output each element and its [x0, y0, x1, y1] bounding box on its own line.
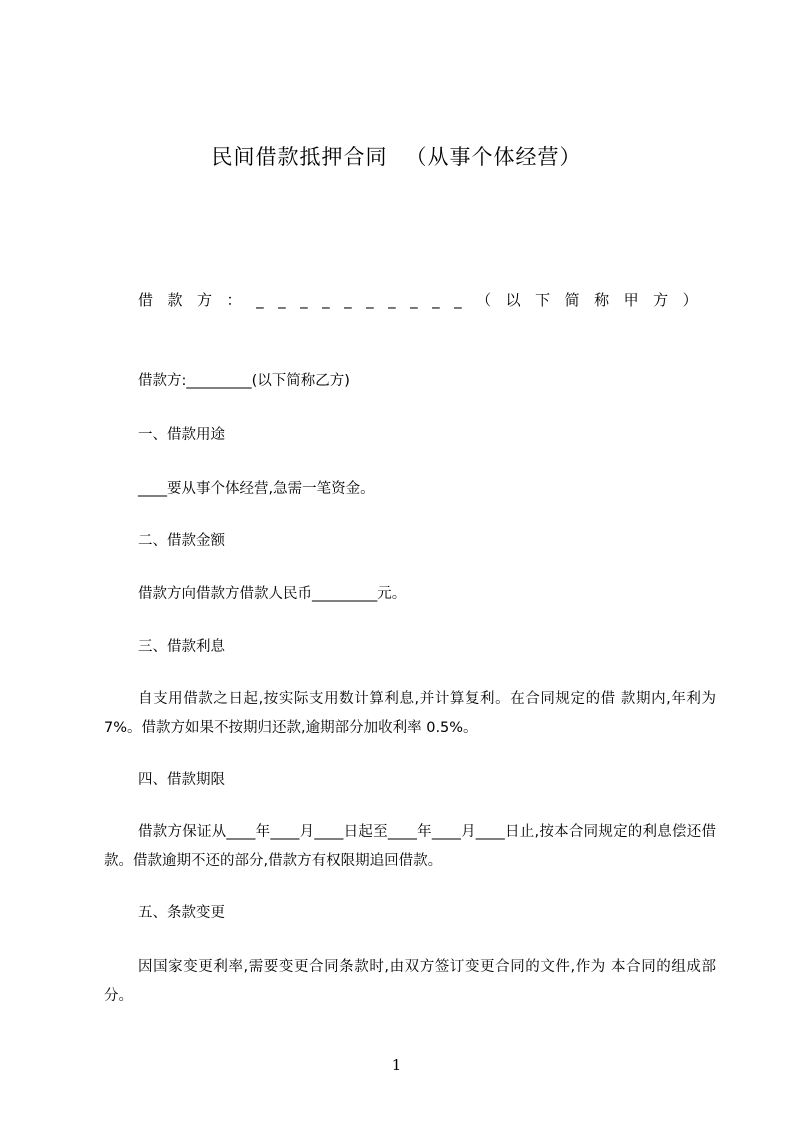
section-2-body: 借款方向借款方借款人民币_________元。 — [138, 586, 407, 602]
party-a-char: 方 — [197, 291, 213, 309]
party-a-char: _ — [366, 291, 374, 309]
section-3-heading: 三、借款利息 — [138, 639, 225, 655]
section-3-body: 自支用借款之日起,按实际支用数计算利息,并计算复利。在合同规定的借 款期内,年利为 7%。借款方如果不按期归还款,逾期部分加收利率 0.5%。 — [104, 691, 716, 736]
section-2-heading: 二、借款金额 — [138, 533, 225, 549]
party-a-char: 以 — [505, 291, 521, 309]
party-b-line: 借款方:_________(以下简称乙方) — [138, 373, 350, 389]
party-a-char: 款 — [167, 291, 183, 309]
party-a-char: 称 — [594, 291, 610, 309]
party-a-char: 借 — [138, 291, 154, 309]
party-a-char: 甲 — [623, 291, 639, 309]
party-a-char: 方 — [653, 291, 669, 309]
party-a-char: 简 — [564, 291, 580, 309]
section-1-heading: 一、借款用途 — [138, 427, 225, 443]
party-a-char: _ — [256, 291, 264, 309]
party-a-char: _ — [300, 291, 308, 309]
party-a-line — [138, 289, 698, 311]
title-main: 民间借款抵押合同 — [211, 145, 388, 169]
title-sub: （从事个体经营） — [405, 145, 582, 169]
section-4-heading: 四、借款期限 — [138, 772, 225, 788]
party-a-char: 下 — [535, 291, 551, 309]
section-4-body: 借款方保证从____年____月____日起至____年____月____日止,按本合同规定的利息偿还借 款。借款逾期不还的部分,借款方有权限期追回借款。 — [104, 824, 716, 869]
party-a-char: _ — [322, 291, 330, 309]
party-a-char: _ — [454, 291, 462, 309]
party-a-char: ） — [682, 291, 698, 309]
party-a-char: _ — [278, 291, 286, 309]
document-title — [0, 142, 793, 172]
section-5-body: 因国家变更利率,需要变更合同条款时,由双方签订变更合同的文件,作为 本合同的组成部分。 — [104, 959, 716, 1004]
section-5-heading: 五、条款变更 — [138, 905, 225, 921]
party-a-char: _ — [344, 291, 352, 309]
party-a-char: _ — [432, 291, 440, 309]
section-1-body: ____要从事个体经营,急需一笔资金。 — [138, 481, 375, 497]
party-a-char: _ — [388, 291, 396, 309]
party-a-char: ： — [226, 291, 242, 309]
page-number: 1 — [391, 1056, 402, 1074]
party-a-char: _ — [410, 291, 418, 309]
party-a-char: （ — [476, 291, 492, 309]
